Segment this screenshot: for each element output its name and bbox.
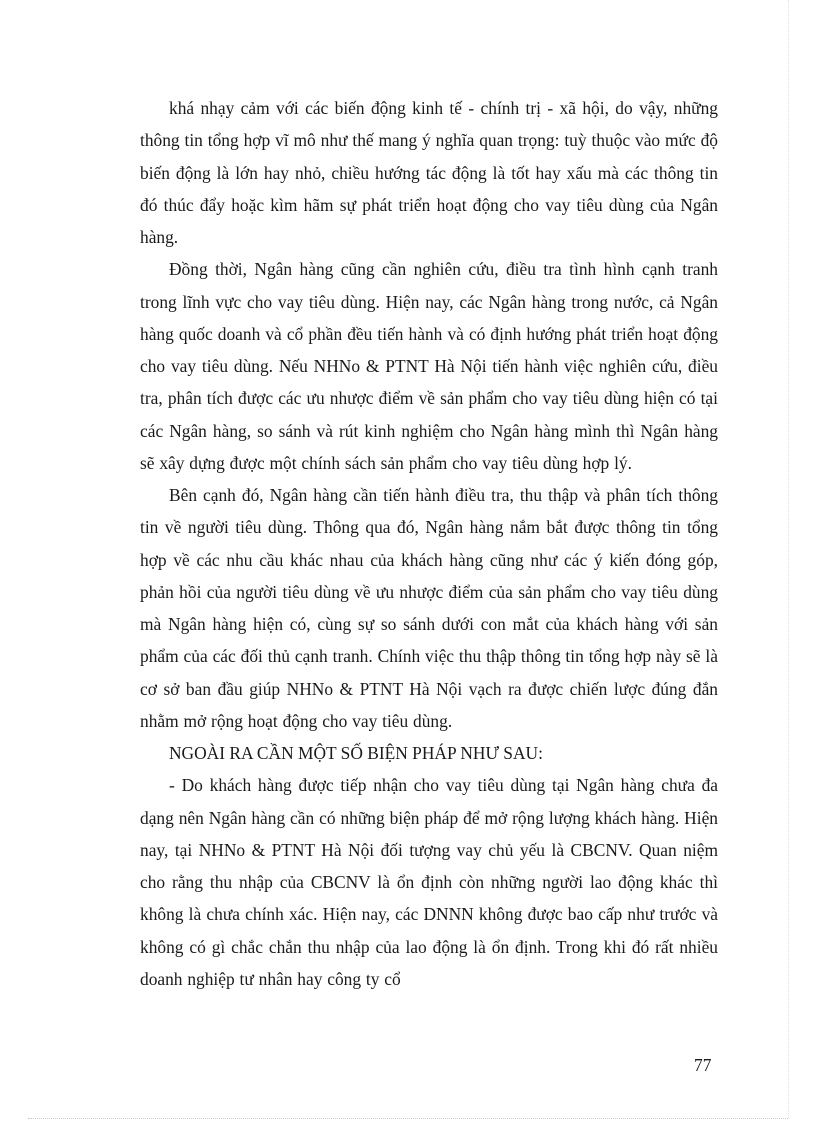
page-edge-horizontal (28, 1118, 788, 1119)
page-edge-vertical (788, 0, 789, 1118)
paragraph-competition-research: Đồng thời, Ngân hàng cũng cần nghiên cứu, điều tra tình hình cạnh tranh trong lĩnh vực cho vay tiêu dùng. Hiện nay, các Ngân hàng trong nước, cả Ngân hàng quốc doanh và cổ phần đều tiến hành và có định hướng phát triển hoạt động cho vay tiêu dùng. Nếu NHNo & PTNT Hà Nội tiến hành việc nghiên cứu, điều tra, phân tích được các ưu nhược điểm về sản phẩm cho vay tiêu dùng hiện có tại các Ngân hàng, so sánh và rút kinh nghiệm cho Ngân hàng mình thì Ngân hàng sẽ xây dựng được một chính sách sản phẩm cho vay tiêu dùng hợp lý. (140, 259, 718, 473)
paragraph-continuation: khá nhạy cảm với các biến động kinh tế - chính trị - xã hội, do vậy, những thông tin tổng hợp vĩ mô như thế mang ý nghĩa quan trọng: tuỳ thuộc vào mức độ biến động là lớn hay nhỏ, chiều hướng tác động là tốt hay xấu mà các thông tin đó thúc đẩy hoặc kìm hãm sự phát triển hoạt động cho vay tiêu dùng của Ngân hàng. (140, 98, 718, 247)
section-heading: NGOÀI RA CẦN MỘT SỐ BIỆN PHÁP NHƯ SAU: (169, 743, 543, 763)
page-number: 77 (694, 1055, 712, 1075)
page-body (140, 92, 718, 995)
bullet-paragraph: - Do khách hàng được tiếp nhận cho vay tiêu dùng tại Ngân hàng chưa đa dạng nên Ngân hàng cần có những biện pháp để mở rộng lượng khách hàng. Hiện nay, tại NHNo & PTNT Hà Nội đối tượng vay chủ yếu là CBCNV. Quan niệm cho rằng thu nhập của CBCNV là ổn định còn những người lao động khác thì không là chưa chính xác. Hiện nay, các DNNN không được bao cấp như trước và không có gì chắc chắn thu nhập của lao động là ổn định. Trong khi đó rất nhiều doanh nghiệp tư nhân hay công ty cổ (140, 775, 718, 989)
paragraph-consumer-research: Bên cạnh đó, Ngân hàng cần tiến hành điều tra, thu thập và phân tích thông tin về người tiêu dùng. Thông qua đó, Ngân hàng nắm bắt được thông tin tổng hợp về các nhu cầu khác nhau của khách hàng cũng như các ý kiến đóng góp, phản hồi của người tiêu dùng về ưu nhược điểm của sản phẩm cho vay tiêu dùng mà Ngân hàng hiện có, cùng sự so sánh dưới con mắt của khách hàng với sản phẩm của các đối thủ cạnh tranh. Chính việc thu thập thông tin tổng hợp này sẽ là cơ sở ban đầu giúp NHNo & PTNT Hà Nội vạch ra được chiến lược đúng đắn nhằm mở rộng hoạt động cho vay tiêu dùng. (140, 485, 718, 731)
